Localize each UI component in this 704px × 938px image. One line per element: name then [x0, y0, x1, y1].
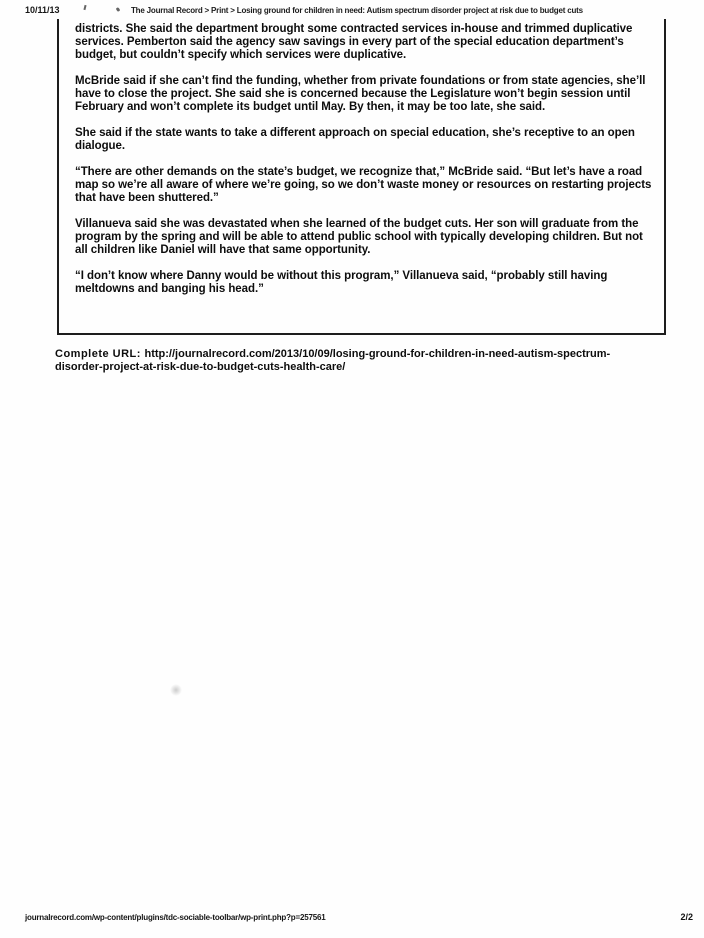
complete-url-block — [55, 348, 655, 374]
article-paragraph: “There are other demands on the state’s budget, we recognize that,” McBride said. “But let’s have a road map so we’re all aware of where we’re going, so we don’t waste money or resources on restarting projects that have been shuttered.” — [75, 166, 652, 204]
print-header-date: 10/11/13 — [25, 5, 60, 15]
article-content — [75, 23, 654, 296]
scan-mark-artifact — [83, 5, 86, 10]
article-paragraph: McBride said if she can’t find the funding, whether from private foundations or from state agencies, she’ll have to close the project. She said she is concerned because the Legislature won’t begin session until February and won’t complete its budget until May. By then, it may be too late, she said. — [75, 75, 646, 113]
article-paragraph: districts. She said the department brought some contracted services in-house and trimmed duplicative services. Pemberton said the agency saw savings in every part of the special education department’s budget, but couldn’t specify which services were duplicative. — [75, 23, 633, 61]
footer-source-url: journalrecord.com/wp-content/plugins/tdc-sociable-toolbar/wp-print.php?p=257561 — [25, 913, 326, 922]
complete-url-label: Complete URL: — [55, 348, 145, 360]
article-paragraph: She said if the state wants to take a different approach on special education, she’s receptive to an open dialogue. — [75, 127, 635, 152]
article-paragraph: “I don’t know where Danny would be without this program,” Villanueva said, “probably still having meltdowns and banging his head.” — [75, 270, 608, 295]
print-header-breadcrumb: The Journal Record > Print > Losing ground for children in need: Autism spectrum disorder project at risk due to budget cuts — [131, 6, 583, 15]
article-paragraph: Villanueva said she was devastated when she learned of the budget cuts. Her son will graduate from the program by the spring and will be able to attend public school with typically developing children. But not all children like Daniel will have that same opportunity. — [75, 218, 643, 256]
complete-url-value: http://journalrecord.com/2013/10/09/losing-ground-for-children-in-need-autism-spectrum-disorder-project-at-risk-due-to-budget-cuts-health-care/ — [55, 348, 611, 373]
scan-smudge-artifact — [169, 684, 183, 696]
article-text-box — [57, 19, 666, 335]
footer-page-number: 2/2 — [680, 912, 693, 922]
scan-mark-artifact — [116, 7, 121, 12]
